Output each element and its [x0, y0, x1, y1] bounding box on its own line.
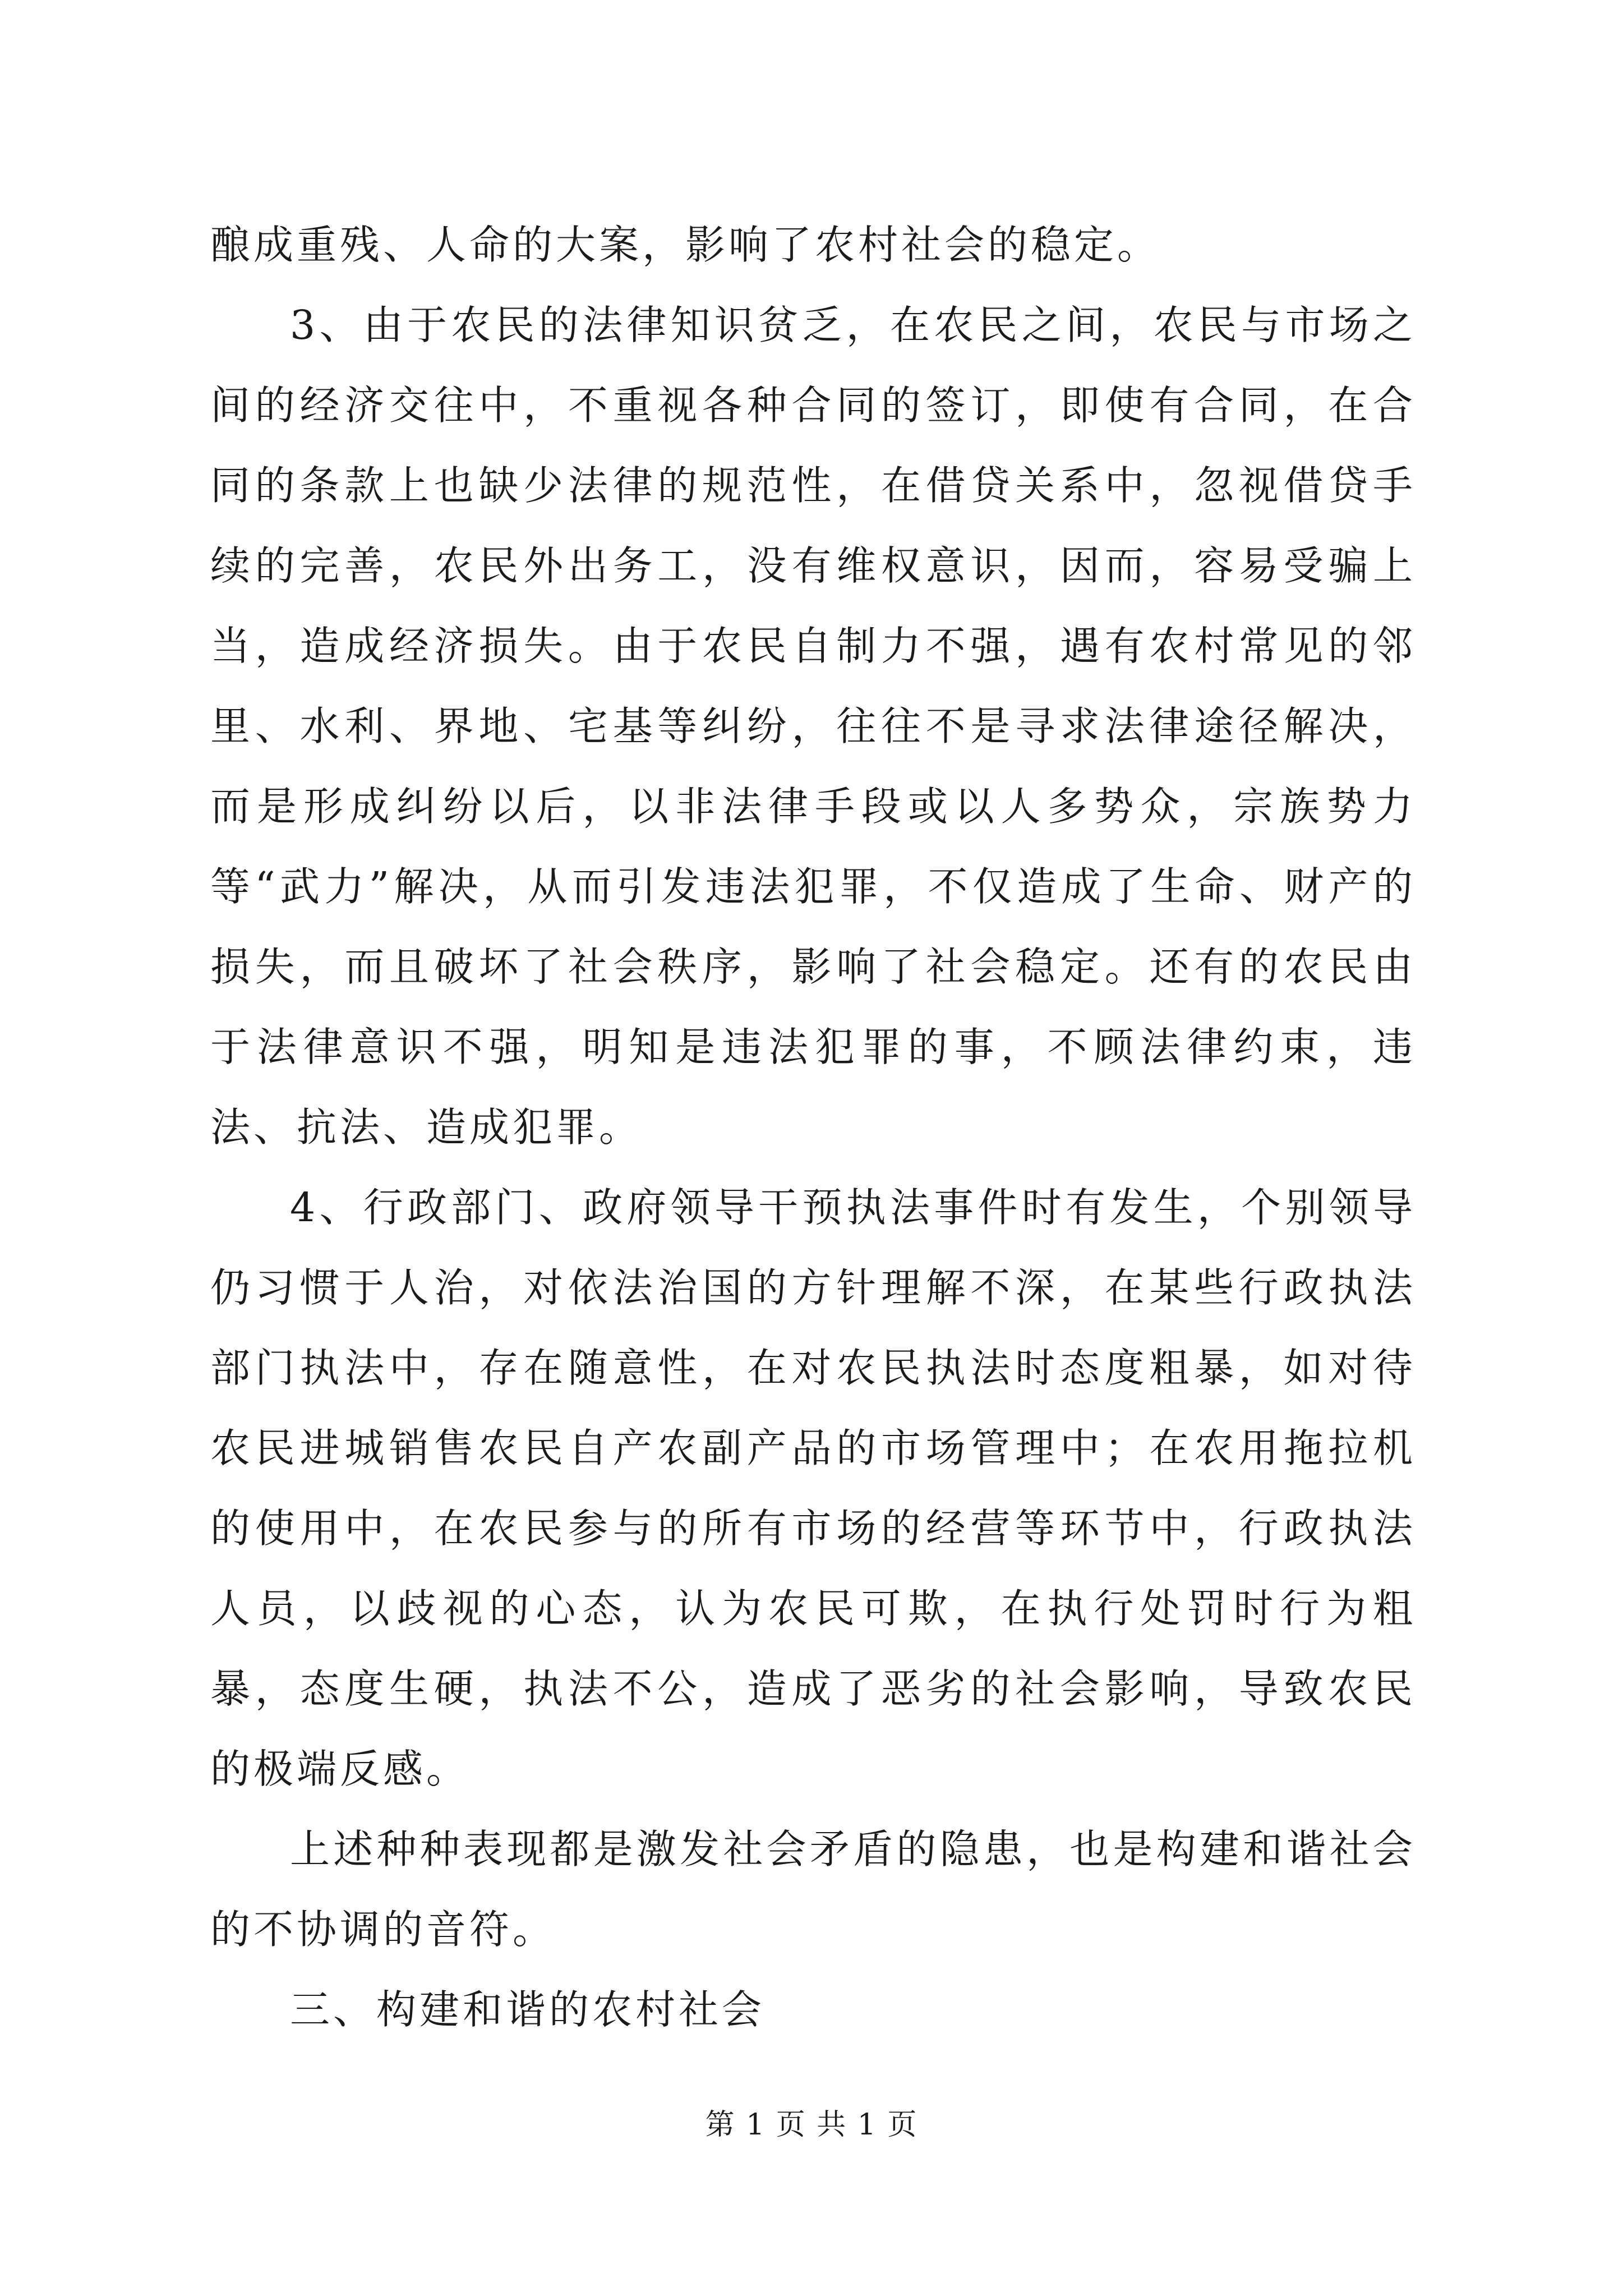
paragraph-item-3: 3、由于农民的法律知识贫乏，在农民之间，农民与市场之间的经济交往中，不重视各种合同的签订，即使有合同，在合同的条款上也缺少法律的规范性，在借贷关系中，忽视借贷手续的完善，农民外出务工，没有维权意识，因而，容易受骗上当，造成经济损失。由于农民自制力不强，遇有农村常见的邻里、水利、界地、宅基等纠纷，往往不是寻求法律途径解决，而是形成纠纷以后，以非法律手段或以人多势众，宗族势力等“武力”解决，从而引发违法犯罪，不仅造成了生命、财产的损失，而且破坏了社会秩序，影响了社会稳定。还有的农民由于法律意识不强，明知是违法犯罪的事，不顾法律约束，违法、抗法、造成犯罪。 [210, 302, 1416, 1151]
section-heading: 三、构建和谐的农村社会 [290, 1986, 766, 2033]
page-footer: 第 1 页 共 1 页 [705, 2108, 918, 2142]
paragraph-continuation: 酿成重残、人命的大案，影响了农村社会的稳定。 [210, 222, 1161, 268]
paragraph-item-4: 4、行政部门、政府领导干预执法事件时有发生，个别领导仍习惯于人治，对依法治国的方针理解不深，在某些行政执法部门执法中，存在随意性，在对农民执法时态度粗暴，如对待农民进城销售农民自产农副产品的市场管理中；在农用拖拉机的使用中，在农民参与的所有市场的经营等环节中，行政执法人员，以歧视的心态，认为农民可欺，在执行处罚时行为粗暴，态度生硬，执法不公，造成了恶劣的社会影响，导致农民的极端反感。 [210, 1184, 1416, 1792]
document-body [210, 205, 1416, 2050]
paragraph-summary: 上述种种表现都是激发社会矛盾的隐患，也是构建和谐社会的不协调的音符。 [210, 1826, 1416, 1953]
